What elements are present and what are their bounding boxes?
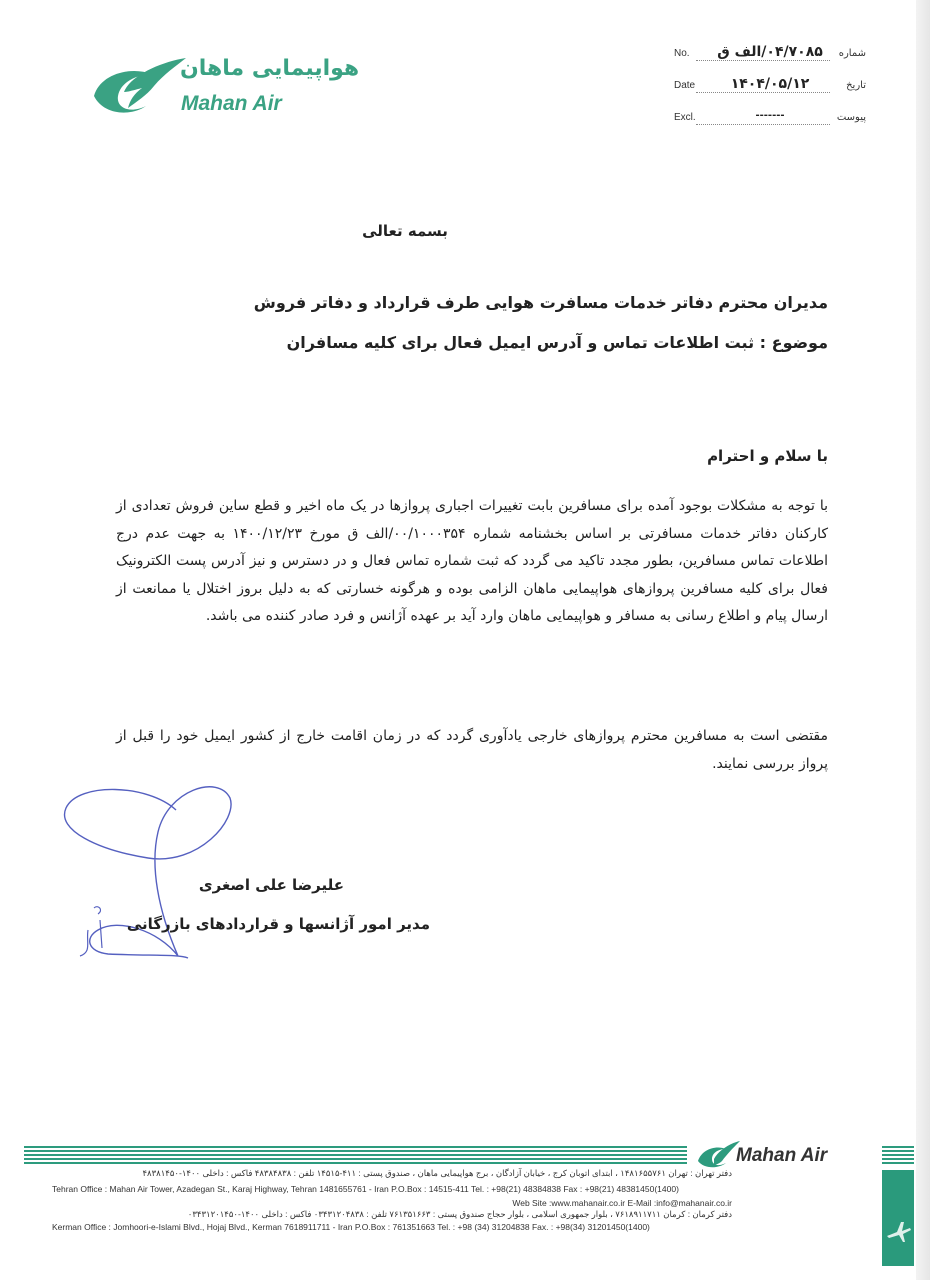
number-dotted-line xyxy=(696,60,830,61)
tehran-address-fa: دفتر تهران : تهران ۱۴۸۱۶۵۵۷۶۱ ، ابتدای اتوبان کرج ، خیابان آزادگان ، برج هواپیمایی ماهان ، صندوق پستی : ۴۱۱-۱۴۵۱۵ تلفن : ۴۸۳۸۴۸۳۸ فاکس : داخلی ۱۴۰۰-۴۸۳۸۱۴۵۰ xyxy=(142,1168,732,1178)
logo-english-text: Mahan Air xyxy=(181,92,282,115)
date-field xyxy=(674,78,870,98)
date-label-fa: تاریخ xyxy=(846,80,866,91)
footer-stripes xyxy=(24,1146,687,1166)
signer-title: مدیر امور آژانسها و قراردادهای بازرگانی xyxy=(126,915,430,933)
date-value: ۱۴۰۴/۰۵/۱۲ xyxy=(730,76,810,92)
excl-value: ------- xyxy=(755,110,785,121)
recipient-line: مدیران محترم دفاتر خدمات مسافرت هوایی طرف قرارداد و دفاتر فروش xyxy=(253,293,828,312)
signer-name: علیرضا علی اصغری xyxy=(198,876,344,894)
page-edge xyxy=(916,0,930,1280)
logo-farsi-text: هواپیمایی ماهان xyxy=(180,56,360,81)
bismillah-heading: بسمه تعالی xyxy=(362,222,448,240)
body-paragraph-2: مقتضی است به مسافرین محترم پروازهای خارجی یادآوری گردد که در زمان اقامت خارج از کشور ایمیل خود را قبل از پرواز بررسی نمایند. xyxy=(116,728,828,772)
body-paragraph-1: با توجه به مشکلات بوجود آمده برای مسافرین بابت تغییرات اجباری پروازها در یک ماه اخیر و قطع ساین فروش تعدادی از کارکنان دفاتر خدمات مسافرتی بر اساس بخشنامه شماره ۰۰/۱۰۰۰۳۵۴/الف ق مورخ ۱۴۰۰/۱۲/۲۳ به جهت عدم درج اطلاعات تماس مسافرین، بطور مجدد تاکید می گردد که ثبت شماره تماس فعال و در دسترس و نیز آدرس پست الکترونیک فعال برای کلیه مسافرین پروازهای هواپیمایی ماهان الزامی بوده و هرگونه خسارتی که به دلیل بروز اختلال یا ممانعت از ارسال پیام و اطلاع رسانی به مسافر و هواپیمایی ماهان وارد آید بر عهده آژانس و فرد صادر کننده می باشد. xyxy=(116,498,828,624)
number-label-en: No. xyxy=(674,48,690,59)
contact-web-email: Web Site :www.mahanair.co.ir E-Mail :info@mahanair.co.ir xyxy=(512,1198,732,1208)
airplane-icon xyxy=(883,1216,913,1246)
tehran-address-en: Tehran Office : Mahan Air Tower, Azadegan St., Karaj Highway, Tehran 1481655761 - Iran P.O.Box : 14515-411 Tel. : +98(21) 48384838 Fax : +98(21) 48381450(1400) xyxy=(52,1184,679,1194)
kerman-address-fa: دفتر کرمان : کرمان ۷۶۱۸۹۱۱۷۱۱ ، بلوار جمهوری اسلامی ، بلوار حجاج صندوق پستی : ۷۶۱۳۵۱۶۶۳ تلفن : ۰۳۴۳۱۲۰۴۸۳۸ فاکس : داخلی ۱۴۰۰-۰۳۴۳۱۲۰۱۴۵۰ xyxy=(187,1209,732,1219)
number-field xyxy=(674,46,870,66)
number-value: ۰۴/۷۰۸۵/الف ق xyxy=(717,44,823,60)
number-label-fa: شماره xyxy=(838,48,866,59)
handwritten-signature-icon xyxy=(58,780,258,970)
footer-stripes-right xyxy=(882,1146,914,1166)
date-label-en: Date xyxy=(674,80,696,91)
excl-label-fa: پیوست xyxy=(836,112,866,123)
footer-logo-text: Mahan Air xyxy=(736,1145,828,1166)
date-dotted-line xyxy=(696,92,830,93)
kerman-address-en: Kerman Office : Jomhoori-e-Islami Blvd., Hojaj Blvd., Kerman 7618911711 - Iran P.O.Box : 761351663 Tel. : +98 (34) 31204838 Fax. : +98(34) 31201450(1400) xyxy=(52,1222,650,1232)
excl-dotted-line xyxy=(696,124,830,125)
excl-field xyxy=(674,110,870,130)
subject-line: موضوع : ثبت اطلاعات تماس و آدرس ایمیل فعال برای کلیه مسافران xyxy=(286,333,828,352)
greeting: با سلام و احترام xyxy=(707,447,828,465)
excl-label-en: Excl. xyxy=(674,112,696,123)
